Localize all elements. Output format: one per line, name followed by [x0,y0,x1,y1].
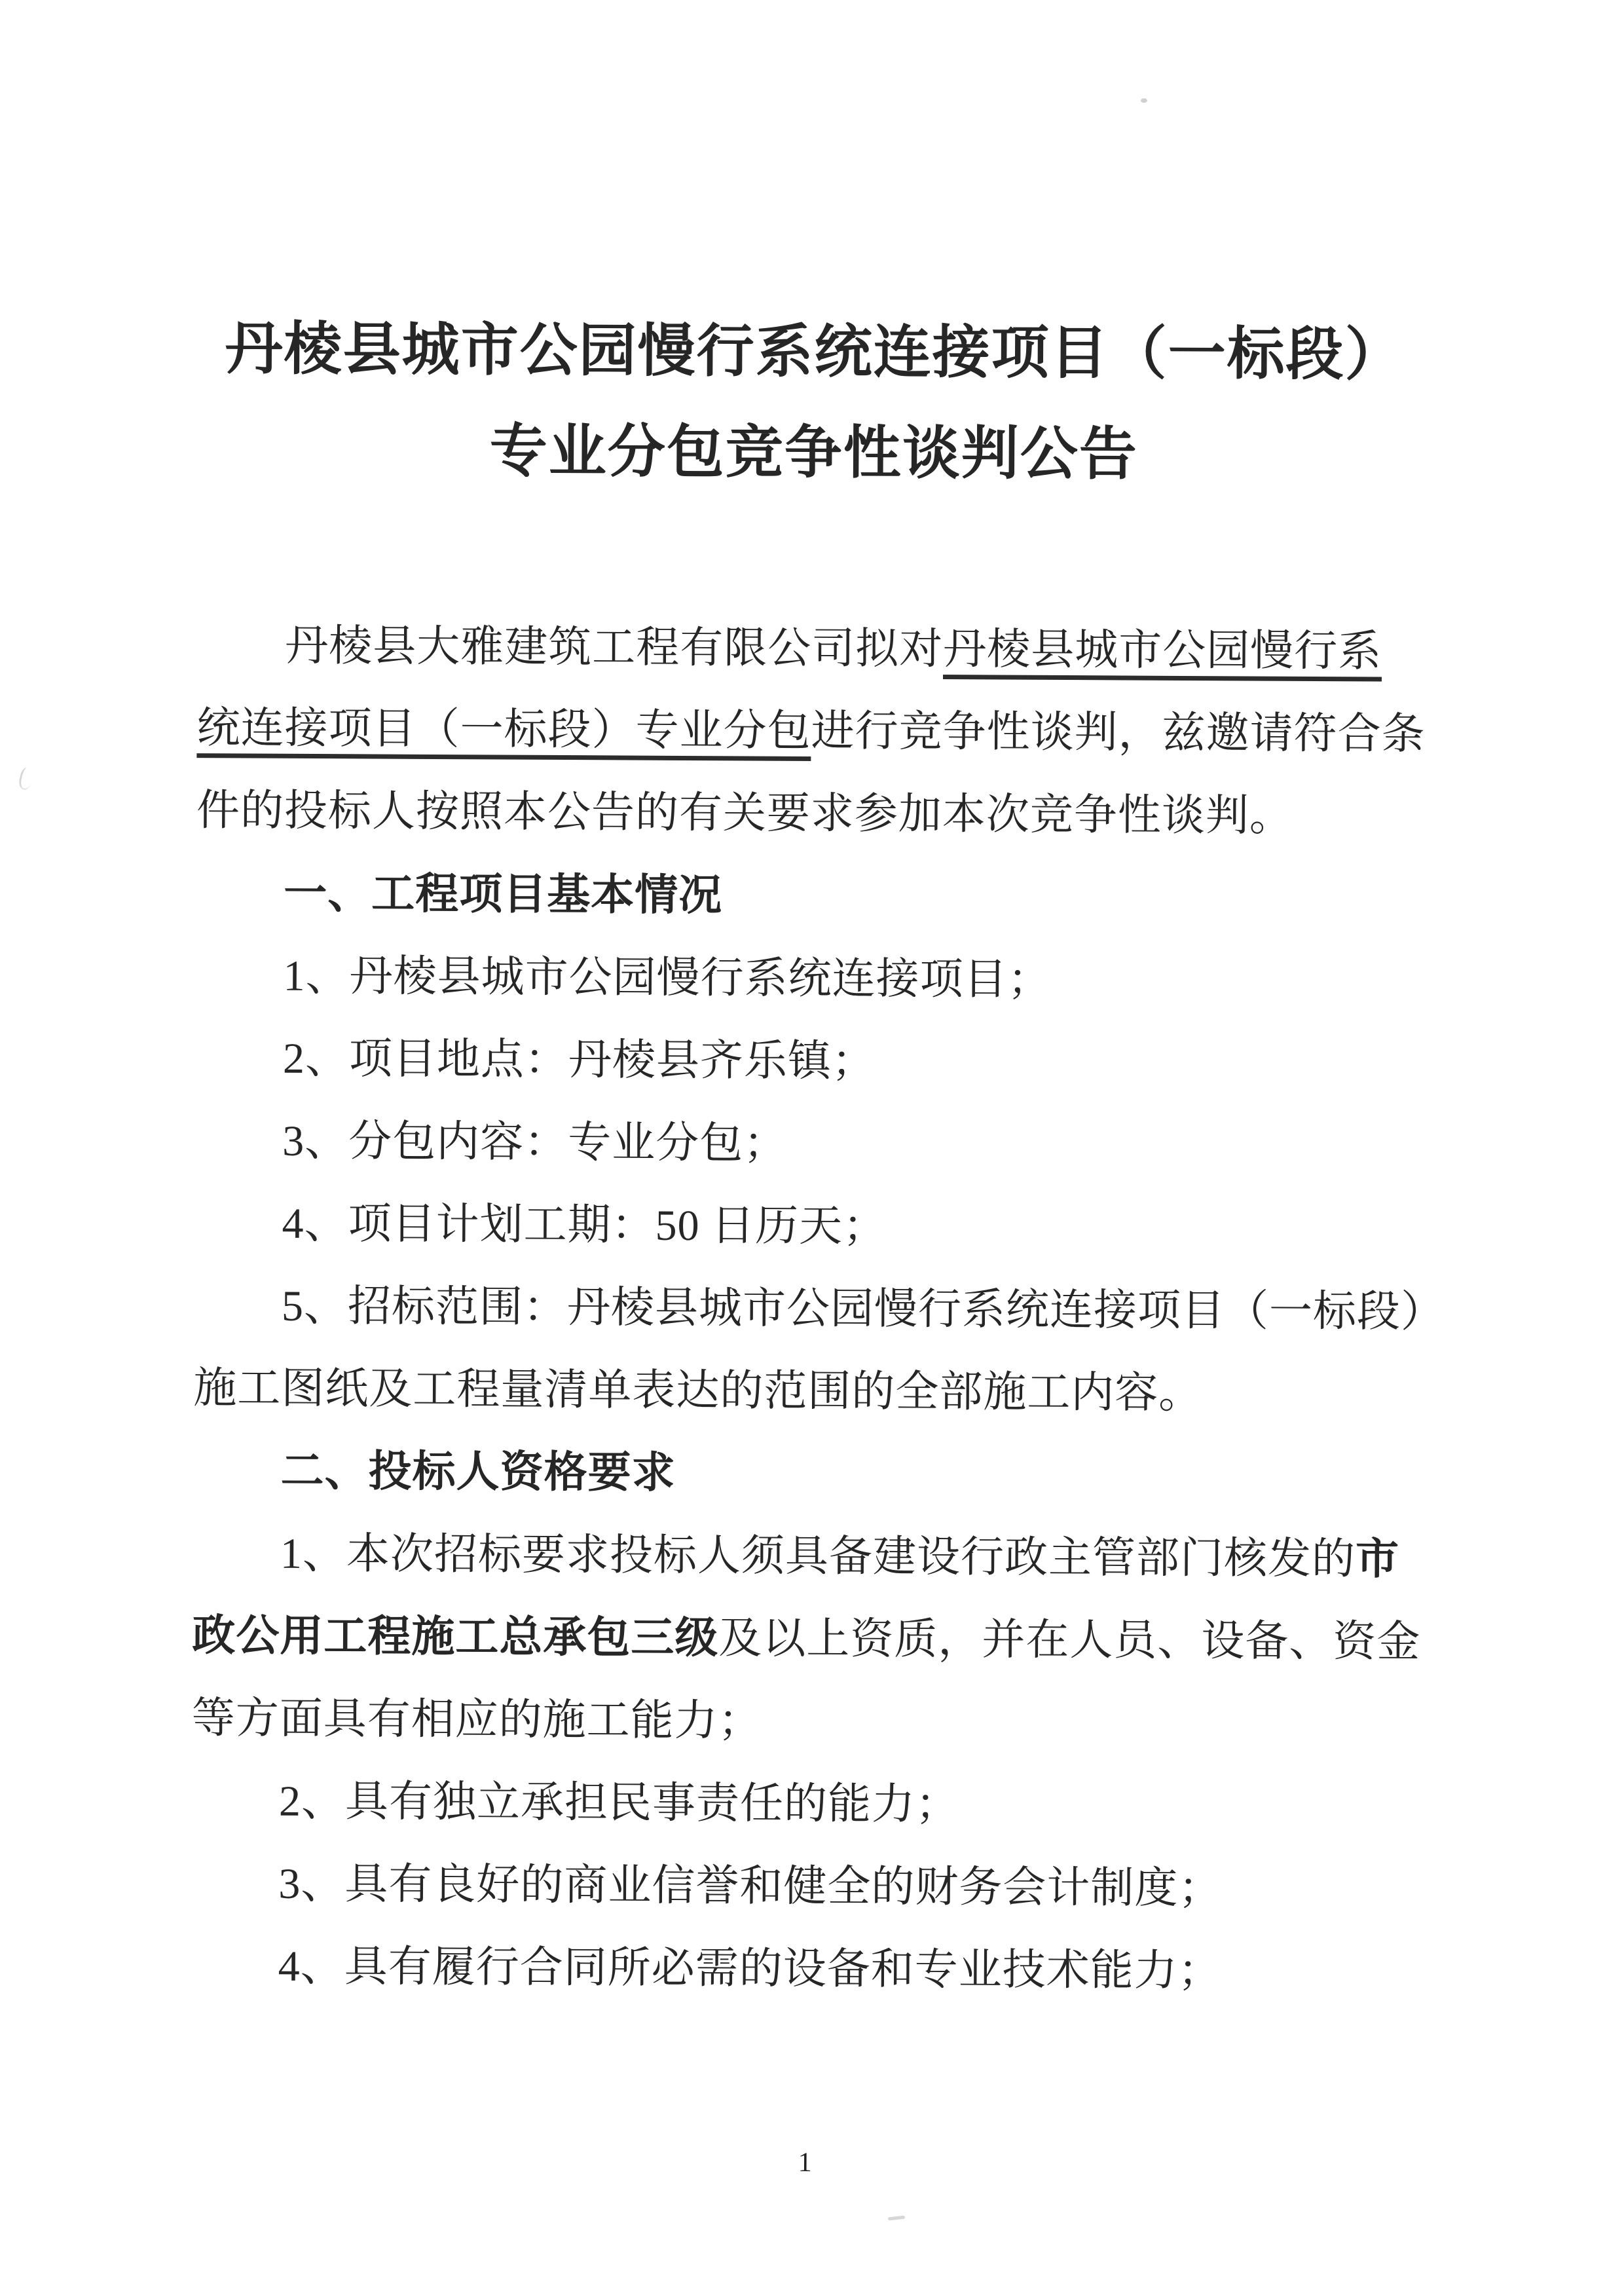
section2-item-1-line-3: 等方面具有相应的施工能力； [191,1694,762,1745]
section1-item-2: 2、项目地点：丹棱县齐乐镇； [282,1034,876,1086]
qualification-bold-part2: 政公用工程施工总承包三级 [192,1612,719,1663]
intro-underlined-project-name-part2: 统连接项目（一标段）专业分包 [196,704,811,761]
section2-item-3: 3、具有良好的商业信誉和健全的财务会计制度； [278,1859,1223,1913]
section1-item-5-line-2: 施工图纸及工程量清单表达的范围的全部施工内容。 [193,1364,1203,1418]
intro-underlined-project-name-part1: 丹棱县城市公园慢行系 [943,625,1382,682]
qualification-text-start: 1、本次招标要求投标人须具备建设行政主管部门核发的 [280,1529,1356,1584]
intro-text-start: 丹棱县大雅建筑工程有限公司拟对 [285,622,944,674]
section1-item-5-line-1: 5、招标范围：丹棱县城市公园慢行系统连接项目（一标段） [281,1282,1445,1337]
section1-item-1: 1、丹棱县城市公园慢行系统连接项目； [283,952,1052,1004]
section2-item-1-line-1 [193,1512,1424,1601]
section2-heading: 二、投标人资格要求 [280,1447,676,1497]
title-line-1: 丹棱县城市公园慢行系统连接项目（一标段） [225,318,1404,388]
section1-item-4: 4、项目计划工期：50 日历天； [282,1199,887,1251]
section2-item-2: 2、具有独立承担民事责任的能力； [278,1777,960,1829]
section1-item-3: 3、分包内容：专业分包； [282,1117,788,1168]
scan-artifact [17,766,35,791]
intro-text-continue: 进行竞争性谈判，兹邀请符合条 [811,707,1426,758]
intro-line-3: 件的投标人按照本公告的有关要求参加本次竞争性谈判。 [196,787,1294,840]
page-number: 1 [798,2147,812,2178]
qualification-text-continue: 及以上资质，并在人员、设备、资金 [718,1614,1421,1666]
scan-artifact [1141,98,1147,103]
intro-line-2 [196,687,1428,776]
qualification-bold-part1: 市 [1355,1535,1400,1584]
intro-line-1 [197,605,1429,694]
document-title [198,299,1430,508]
section1-heading: 一、工程项目基本情况 [284,869,723,920]
section2-item-1-line-2 [192,1595,1424,1684]
document-body [190,605,1445,2014]
document-content [190,0,1445,2178]
scan-artifact [888,2216,905,2221]
section2-item-4: 4、具有履行合同所必需的设备和专业技术能力； [278,1942,1222,1996]
title-line-2: 专业分包竞争性谈判公告 [489,420,1139,487]
